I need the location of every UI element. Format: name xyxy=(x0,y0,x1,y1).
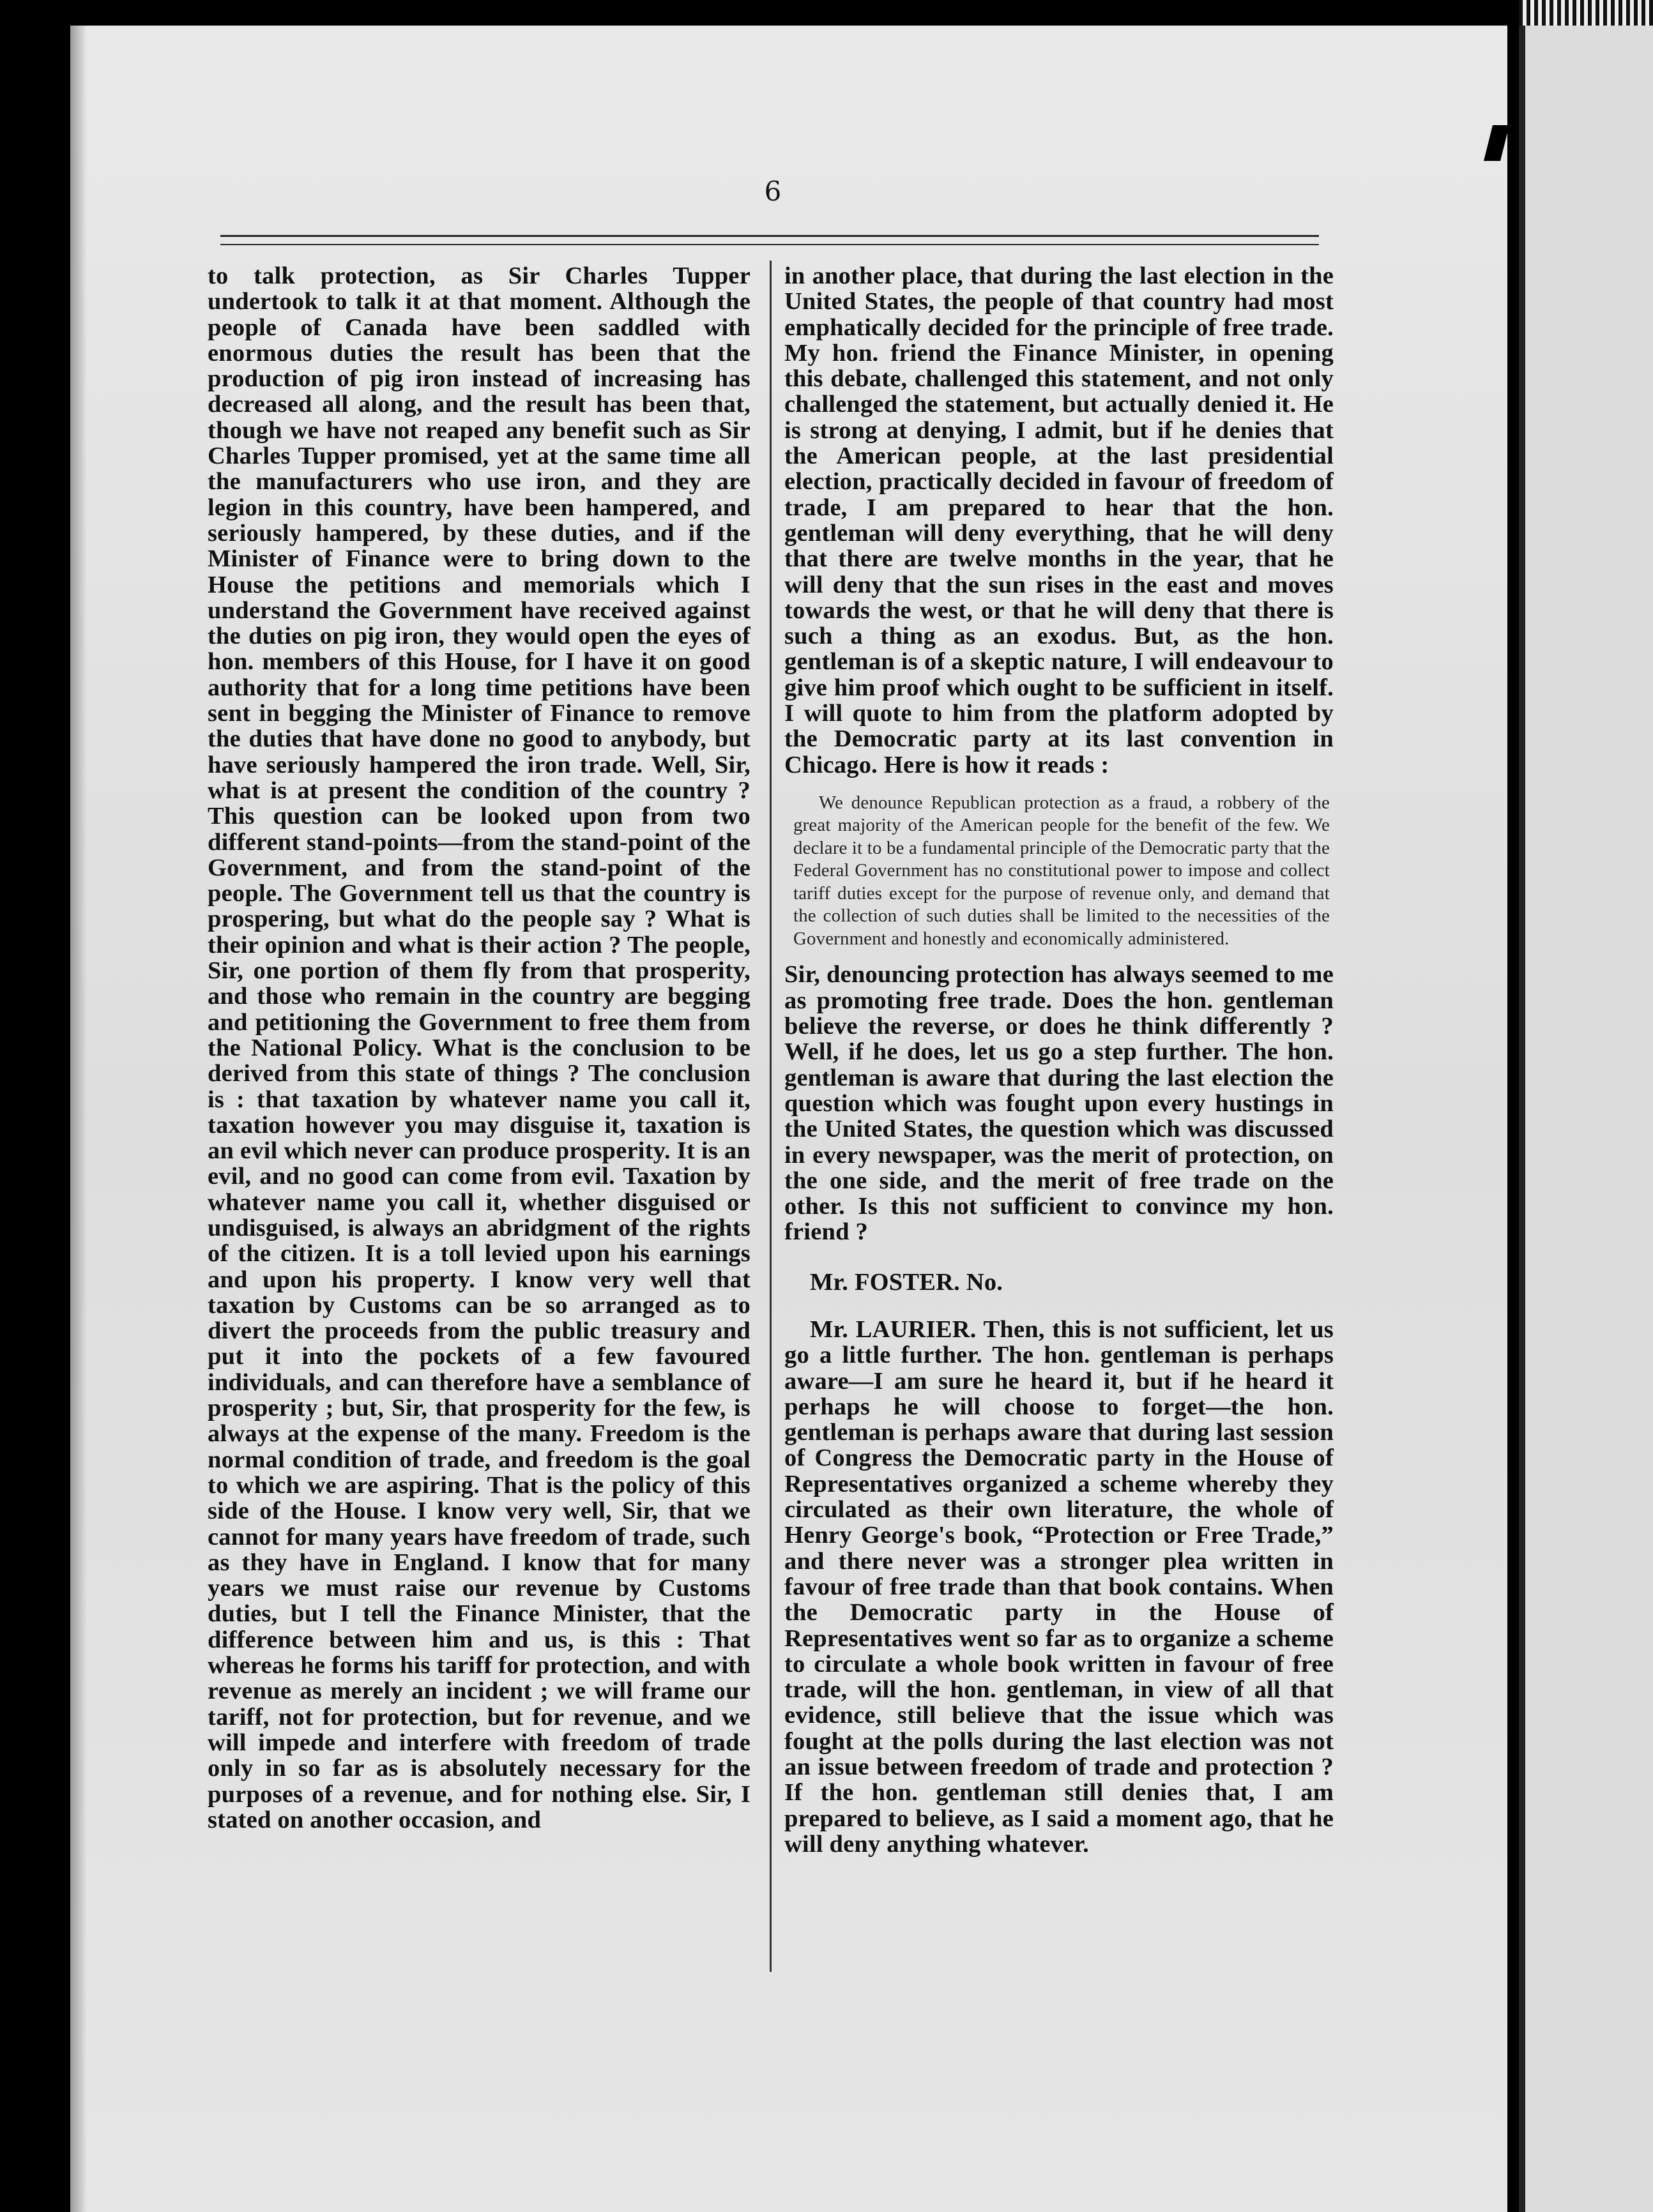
header-rule-thin xyxy=(220,244,1319,245)
speaker-foster: Mr. FOSTER. No. xyxy=(810,1268,1003,1296)
speaker-laurier: Mr. LAURIER. Then, this is not sufficient, let us go a little further. The hon. gentleman is perhaps aware—I am sure he heard it, but if he heard it perhaps he will choose to forget—the hon. gentleman is perhaps aware that during last session of Congress the Democratic party in the House of Representatives organized a scheme whereby they circulated as their own literature, the whole of Henry George's book, “Protection or Free Trade,” and there never was a stronger plea written in favour of free trade than that book contains. When the Democratic party in the House of Representatives went so far as to organize a scheme to circulate a whole book written in favour of free trade, will the hon. gentleman, in view of all that evidence, still believe that the issue which was fought at the polls during the last election was not an issue between freedom of trade and protection ? If the hon. gentleman still denies that, I am prepared to believe, as I said a moment ago, that he will deny anything whatever. xyxy=(784,1316,1334,1858)
left-column-text: to talk protection, as Sir Charles Tupper undertook to talk it at that moment. Although the people of Canada have been saddled with enormous duties the result has been that the production of pig iron instead of increasing has decreased all along, and the result has been that, though we have not reaped any benefit such as Sir Charles Tupper promised, yet at the same time all the manufacturers who use iron, and they are legion in this country, have been hampered, and seriously hampered, by these duties, and if the Minister of Finance were to bring down to the House the petitions and memorials which I understand the Government have received against the duties on pig iron, they would open the eyes of hon. members of this House, for I have it on good authority that for a long time petitions have been sent in begging the Minister of Finance to remove the duties that have done no good to anybody, but have seriously hampered the iron trade. Well, Sir, what is at present the condition of the country ? This question can be looked upon from two different stand-points—from the stand-point of the Government, and from the stand-point of the people. The Government tell us that the country is prospering, but what do the people say ? What is their opinion and what is their action ? The people, Sir, one portion of them fly from that prosperity, and those who remain in the country are begging and petitioning the Government to free them from the National Policy. What is the conclusion to be derived from this state of things ? The conclusion is : that taxation by whatever name you call it, taxation however you may disguise it, taxation is an evil which never can produce prosperity. It is an evil, and no good can come from evil. Taxation by whatever name you call it, whether disguised or undisguised, is always an abridgment of the rights of the citizen. It is a toll levied upon his earnings and upon his property. I know very well that taxation by Customs can be so arranged as to divert the proceeds from the public treasury and put it into the pockets of a few favoured individuals, and can therefore have a semblance of prosperity ; but, Sir, that prosperity for the few, is always at the expense of the many. Freedom is the normal condition of trade, and freedom is the goal to which we are aspiring. That is the policy of this side of the House. I know very well, Sir, that we cannot for many years have freedom of trade, such as they have in England. I know that for many years we must raise our revenue by Customs duties, but I tell the Finance Minister, that the difference between him and us, is this : That whereas he forms his tariff for protection, and with revenue as merely an incident ; we will frame our tariff, not for protection, but for revenue, and we will impede and interfere with freedom of trade only in so far as is absolutely necessary for the purposes of a revenue, and for nothing else. Sir, I stated on another occasion, and xyxy=(208,262,750,1833)
column-divider xyxy=(770,261,772,1972)
page-gutter-shadow xyxy=(70,26,87,2212)
right-paragraph-2: Sir, denouncing protection has always seemed to me as promoting free trade. Does the hon. gentleman believe the reverse, or does he think differently ? Well, if he does, let us go a step further. The hon. gentleman is aware that during the last election the question which was fought upon every hustings in the United States, the question which was discussed in every newspaper, was the merit of protection, on the one side, and the merit of free trade on the other. Is this not sufficient to convince my hon. friend ? xyxy=(784,961,1334,1246)
block-quote: We denounce Republican protection as a fraud, a robbery of the great majority of the American people for the benefit of the few. We declare it to be a fundamental principle of the Democratic party that the Federal Government has no constitutional power to impose and collect tariff duties except for the purpose of revenue only, and demand that the collection of such duties shall be limited to the necessities of the Government and honestly and economically administered. xyxy=(793,792,1330,949)
header-rule xyxy=(220,235,1319,237)
right-column xyxy=(784,263,1334,1857)
right-paragraph-1: in another place, that during the last election in the United States, the people of that country had most emphatically decided for the principle of free trade. My hon. friend the Finance Minister, in opening this debate, challenged this statement, and not only challenged the statement, but actually denied it. He is strong at denying, I admit, but if he denies that the American people, at the last presidential election, practically decided in favour of freedom of trade, I am prepared to hear that the hon. gentleman will deny everything, that he will deny that there are twelve months in the year, that he will deny that the sun rises in the east and moves towards the west, or that he will deny that there is such a thing as an exodus. But, as the hon. gentleman is of a skeptic nature, I will endeavour to give him proof which ought to be sufficient in itself. I will quote to him from the platform adopted by the Democratic party at its last convention in Chicago. Here is how it reads : xyxy=(784,262,1334,778)
page-fold-shadow xyxy=(1519,26,1525,2212)
page-number: 6 xyxy=(764,176,782,207)
facing-page-edge xyxy=(1519,26,1653,2212)
left-column xyxy=(208,263,750,1833)
